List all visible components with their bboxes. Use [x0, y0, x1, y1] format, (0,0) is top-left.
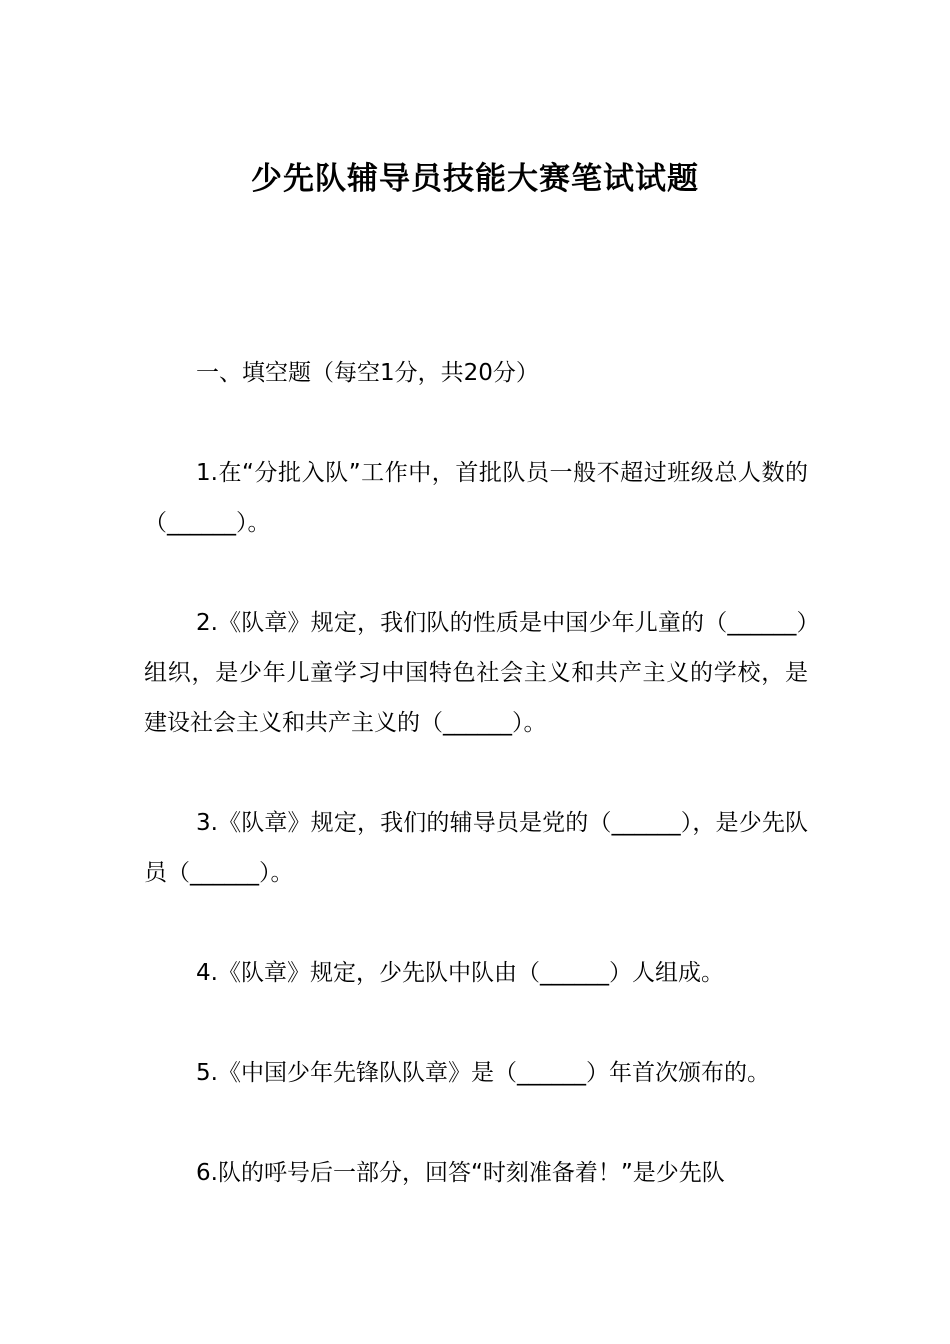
question-1: 1.在“分批入队”工作中，首批队员一般不超过班级总人数的（______）。 — [144, 460, 808, 536]
question-2: 2.《队章》规定，我们队的性质是中国少年儿童的（______）组织，是少年儿童学习中国特色社会主义和共产主义的学校，是建设社会主义和共产主义的（______）。 — [144, 610, 808, 736]
document-title: 少先队辅导员技能大赛笔试试题 — [251, 161, 699, 197]
question-3: 3.《队章》规定，我们的辅导员是党的（______），是少先队员（______）。 — [144, 810, 808, 886]
question-6: 6.队的呼号后一部分，回答“时刻准备着！”是少先队 — [196, 1160, 725, 1186]
question-5: 5.《中国少年先锋队队章》是（______）年首次颁布的。 — [196, 1060, 770, 1086]
section-heading: 一、填空题（每空1分，共20分） — [196, 360, 539, 386]
document-body — [144, 348, 808, 1248]
question-4: 4.《队章》规定，少先队中队由（______）人组成。 — [196, 960, 724, 986]
